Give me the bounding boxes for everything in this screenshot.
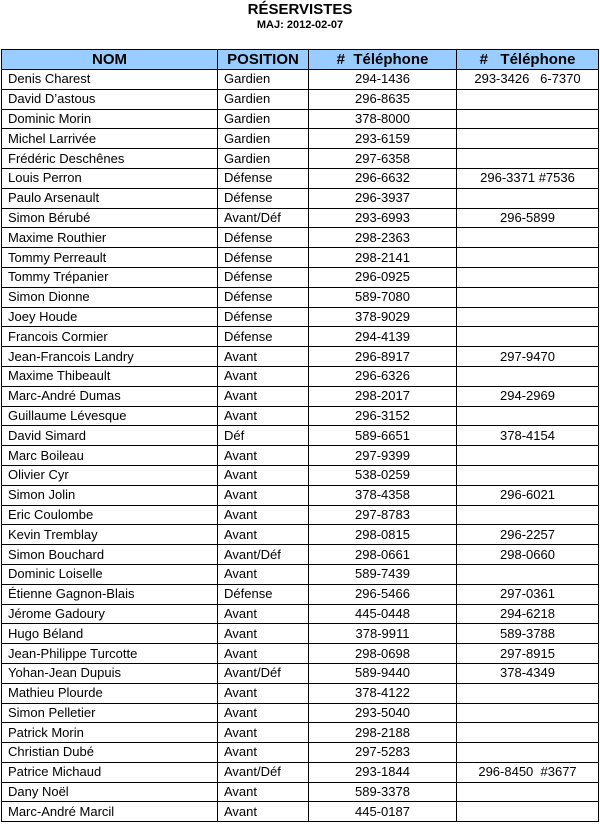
table-row <box>2 188 599 208</box>
player-position: Gardien <box>218 109 309 129</box>
player-position: Avant/Déf <box>218 208 309 228</box>
player-name: Simon Pelletier <box>2 703 218 723</box>
player-position: Avant <box>218 802 309 822</box>
phone-primary: 445-0187 <box>309 802 457 822</box>
table-row <box>2 743 599 763</box>
table-row <box>2 228 599 248</box>
phone-secondary: 297-0361 <box>457 584 599 604</box>
phone-primary: 293-1844 <box>309 762 457 782</box>
column-header-phone-1: # Téléphone <box>309 50 457 70</box>
phone-secondary: 378-4154 <box>457 426 599 446</box>
table-row <box>2 89 599 109</box>
phone-primary: 589-9440 <box>309 663 457 683</box>
phone-primary: 298-2363 <box>309 228 457 248</box>
phone-primary: 378-4122 <box>309 683 457 703</box>
phone-primary: 296-0925 <box>309 267 457 287</box>
player-name: David Simard <box>2 426 218 446</box>
page-title: RÉSERVISTES <box>247 1 353 18</box>
table-row <box>2 604 599 624</box>
phone-secondary <box>457 505 599 525</box>
player-position: Défense <box>218 248 309 268</box>
table-row <box>2 386 599 406</box>
table-row <box>2 545 599 565</box>
table-header-row <box>2 50 599 70</box>
table-row <box>2 505 599 525</box>
phone-primary: 378-9029 <box>309 307 457 327</box>
player-name: Jean-Francois Landry <box>2 347 218 367</box>
phone-primary: 445-0448 <box>309 604 457 624</box>
phone-secondary: 296-8450 #3677 <box>457 762 599 782</box>
table-row <box>2 525 599 545</box>
player-position: Avant <box>218 406 309 426</box>
player-position: Gardien <box>218 149 309 169</box>
player-name: David D’astous <box>2 89 218 109</box>
table-row <box>2 762 599 782</box>
table-row <box>2 802 599 822</box>
player-name: Maxime Routhier <box>2 228 218 248</box>
phone-primary: 296-3937 <box>309 188 457 208</box>
player-position: Avant <box>218 505 309 525</box>
table-row <box>2 327 599 347</box>
table-row <box>2 465 599 485</box>
table-row <box>2 129 599 149</box>
player-name: Joey Houde <box>2 307 218 327</box>
phone-primary: 296-6632 <box>309 168 457 188</box>
phone-secondary <box>457 307 599 327</box>
phone-secondary <box>457 564 599 584</box>
player-position: Défense <box>218 168 309 188</box>
table-body <box>2 70 599 822</box>
phone-secondary <box>457 129 599 149</box>
player-position: Avant <box>218 347 309 367</box>
phone-secondary: 294-6218 <box>457 604 599 624</box>
player-position: Gardien <box>218 89 309 109</box>
player-position: Avant <box>218 485 309 505</box>
phone-primary: 589-6651 <box>309 426 457 446</box>
column-header-phone-2: # Téléphone <box>457 50 599 70</box>
player-position: Défense <box>218 228 309 248</box>
player-position: Défense <box>218 584 309 604</box>
player-name: Denis Charest <box>2 70 218 90</box>
player-position: Avant <box>218 465 309 485</box>
phone-secondary <box>457 406 599 426</box>
column-header-position: POSITION <box>218 50 309 70</box>
player-position: Avant <box>218 782 309 802</box>
table-row <box>2 426 599 446</box>
phone-primary: 298-2141 <box>309 248 457 268</box>
table-row <box>2 168 599 188</box>
update-date: MAJ: 2012-02-07 <box>256 19 344 31</box>
phone-primary: 589-7080 <box>309 287 457 307</box>
player-name: Simon Dionne <box>2 287 218 307</box>
phone-primary: 589-7439 <box>309 564 457 584</box>
player-position: Avant <box>218 604 309 624</box>
player-position: Avant/Déf <box>218 762 309 782</box>
player-position: Avant/Déf <box>218 663 309 683</box>
player-name: Tommy Trépanier <box>2 267 218 287</box>
player-name: Dominic Loiselle <box>2 564 218 584</box>
player-position: Avant <box>218 564 309 584</box>
player-name: Étienne Gagnon-Blais <box>2 584 218 604</box>
reservists-table <box>1 49 599 822</box>
phone-primary: 294-4139 <box>309 327 457 347</box>
phone-secondary <box>457 723 599 743</box>
player-name: Marc-André Dumas <box>2 386 218 406</box>
phone-secondary: 296-6021 <box>457 485 599 505</box>
player-position: Avant <box>218 366 309 386</box>
player-name: Dominic Morin <box>2 109 218 129</box>
player-position: Défense <box>218 287 309 307</box>
phone-primary: 298-0815 <box>309 525 457 545</box>
table-row <box>2 564 599 584</box>
phone-primary: 297-6358 <box>309 149 457 169</box>
phone-primary: 297-8783 <box>309 505 457 525</box>
phone-secondary: 293-3426 6-7370 <box>457 70 599 90</box>
phone-secondary <box>457 683 599 703</box>
table-row <box>2 683 599 703</box>
column-header-name: NOM <box>2 50 218 70</box>
phone-secondary <box>457 228 599 248</box>
player-name: Patrice Michaud <box>2 762 218 782</box>
table-row <box>2 366 599 386</box>
player-name: Frédéric Deschênes <box>2 149 218 169</box>
phone-primary: 294-1436 <box>309 70 457 90</box>
table-row <box>2 703 599 723</box>
phone-primary: 296-5466 <box>309 584 457 604</box>
player-position: Avant <box>218 446 309 466</box>
table-row <box>2 149 599 169</box>
table-row <box>2 624 599 644</box>
table-row <box>2 782 599 802</box>
player-name: Louis Perron <box>2 168 218 188</box>
player-position: Avant <box>218 386 309 406</box>
table-row <box>2 109 599 129</box>
player-name: Jean-Philippe Turcotte <box>2 644 218 664</box>
phone-secondary <box>457 366 599 386</box>
player-name: Christian Dubé <box>2 743 218 763</box>
table-row <box>2 446 599 466</box>
player-position: Avant <box>218 683 309 703</box>
table-row <box>2 307 599 327</box>
phone-secondary: 378-4349 <box>457 663 599 683</box>
phone-primary: 293-5040 <box>309 703 457 723</box>
player-name: Paulo Arsenault <box>2 188 218 208</box>
phone-primary: 298-2017 <box>309 386 457 406</box>
phone-secondary: 294-2969 <box>457 386 599 406</box>
table-row <box>2 663 599 683</box>
phone-secondary <box>457 743 599 763</box>
phone-primary: 298-0698 <box>309 644 457 664</box>
phone-primary: 589-3378 <box>309 782 457 802</box>
player-name: Tommy Perreault <box>2 248 218 268</box>
player-position: Avant/Déf <box>218 545 309 565</box>
player-position: Avant <box>218 624 309 644</box>
phone-secondary <box>457 446 599 466</box>
player-position: Déf <box>218 426 309 446</box>
player-name: Michel Larrivée <box>2 129 218 149</box>
player-name: Simon Bérubé <box>2 208 218 228</box>
phone-primary: 378-8000 <box>309 109 457 129</box>
player-position: Gardien <box>218 70 309 90</box>
phone-primary: 296-3152 <box>309 406 457 426</box>
player-name: Mathieu Plourde <box>2 683 218 703</box>
phone-secondary: 297-9470 <box>457 347 599 367</box>
player-position: Défense <box>218 267 309 287</box>
phone-secondary: 296-3371 #7536 <box>457 168 599 188</box>
phone-secondary: 589-3788 <box>457 624 599 644</box>
table-row <box>2 70 599 90</box>
phone-secondary: 296-5899 <box>457 208 599 228</box>
player-name: Simon Bouchard <box>2 545 218 565</box>
player-name: Marc-André Marcil <box>2 802 218 822</box>
phone-secondary <box>457 109 599 129</box>
phone-secondary <box>457 188 599 208</box>
player-name: Dany Noël <box>2 782 218 802</box>
player-name: Francois Cormier <box>2 327 218 347</box>
player-position: Avant <box>218 703 309 723</box>
table-row <box>2 644 599 664</box>
phone-secondary <box>457 89 599 109</box>
table-row <box>2 406 599 426</box>
phone-secondary: 296-2257 <box>457 525 599 545</box>
phone-primary: 298-0661 <box>309 545 457 565</box>
phone-secondary <box>457 782 599 802</box>
phone-secondary <box>457 287 599 307</box>
phone-primary: 296-8635 <box>309 89 457 109</box>
phone-secondary: 297-8915 <box>457 644 599 664</box>
table-row <box>2 248 599 268</box>
phone-primary: 297-9399 <box>309 446 457 466</box>
table-row <box>2 485 599 505</box>
phone-primary: 293-6159 <box>309 129 457 149</box>
player-position: Avant <box>218 525 309 545</box>
player-name: Kevin Tremblay <box>2 525 218 545</box>
phone-primary: 378-4358 <box>309 485 457 505</box>
table-row <box>2 584 599 604</box>
table-row <box>2 723 599 743</box>
phone-secondary: 298-0660 <box>457 545 599 565</box>
player-position: Avant <box>218 723 309 743</box>
phone-primary: 296-6326 <box>309 366 457 386</box>
player-name: Maxime Thibeault <box>2 366 218 386</box>
player-position: Défense <box>218 188 309 208</box>
phone-primary: 297-5283 <box>309 743 457 763</box>
phone-primary: 298-2188 <box>309 723 457 743</box>
phone-primary: 538-0259 <box>309 465 457 485</box>
phone-secondary <box>457 802 599 822</box>
phone-secondary <box>457 327 599 347</box>
player-name: Eric Coulombe <box>2 505 218 525</box>
player-name: Jérome Gadoury <box>2 604 218 624</box>
player-name: Marc Boileau <box>2 446 218 466</box>
table-row <box>2 347 599 367</box>
player-name: Olivier Cyr <box>2 465 218 485</box>
player-name: Guillaume Lévesque <box>2 406 218 426</box>
table-row <box>2 287 599 307</box>
player-position: Gardien <box>218 129 309 149</box>
phone-secondary <box>457 703 599 723</box>
phone-secondary <box>457 267 599 287</box>
player-position: Défense <box>218 327 309 347</box>
table-row <box>2 267 599 287</box>
player-position: Avant <box>218 743 309 763</box>
phone-primary: 378-9911 <box>309 624 457 644</box>
table-row <box>2 208 599 228</box>
player-position: Défense <box>218 307 309 327</box>
phone-secondary <box>457 248 599 268</box>
player-name: Patrick Morin <box>2 723 218 743</box>
phone-primary: 296-8917 <box>309 347 457 367</box>
phone-secondary <box>457 465 599 485</box>
player-name: Yohan-Jean Dupuis <box>2 663 218 683</box>
phone-primary: 293-6993 <box>309 208 457 228</box>
player-name: Simon Jolin <box>2 485 218 505</box>
player-position: Avant <box>218 644 309 664</box>
phone-secondary <box>457 149 599 169</box>
player-name: Hugo Béland <box>2 624 218 644</box>
